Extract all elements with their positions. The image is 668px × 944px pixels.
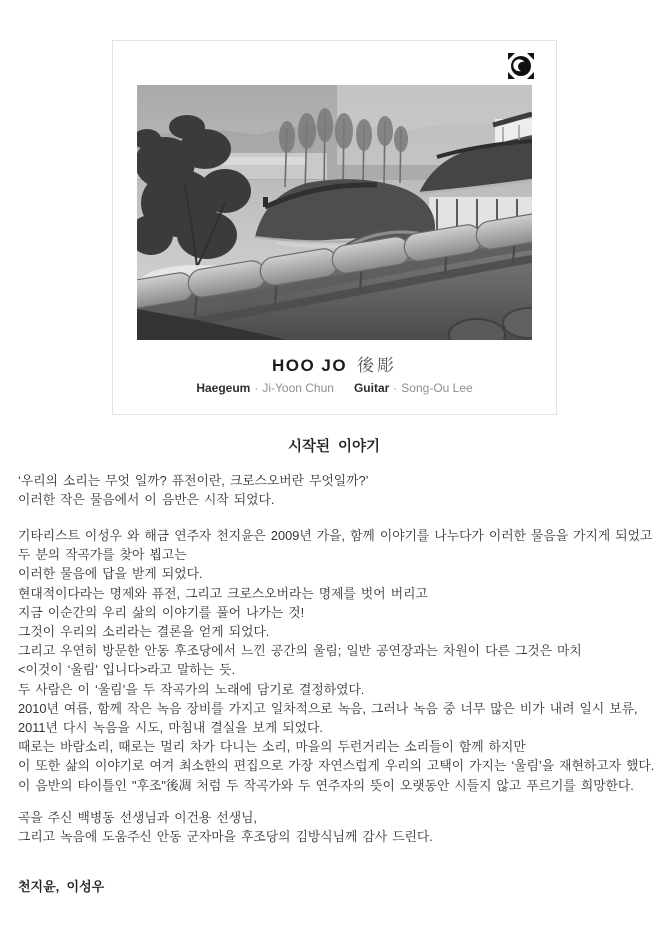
text-line: <이것이 ‘울림’ 입니다>라고 말하는 듯. (18, 662, 235, 678)
text-line: 지금 이순간의 우리 삶의 이야기를 풀어 나가는 것! (18, 604, 305, 620)
album-cover-photo (137, 85, 532, 340)
text-line: ‘우리의 소리는 무엇 일까? 퓨전이란, 크로스오버란 무엇일까?’ (18, 473, 369, 488)
credit-name: Ji-Yoon Chun (262, 381, 334, 395)
credit-haegeum (196, 381, 334, 395)
text-line: 곡을 주신 백병동 선생님과 이건용 선생님, (18, 810, 257, 825)
album-title (113, 351, 556, 376)
credit-separator: · (393, 381, 398, 395)
credit-role: Haegeum (196, 381, 251, 395)
text-line: 그것이 우리의 소리라는 결론을 얻게 되었다. (18, 624, 270, 640)
text-line: 2010년 여름, 함께 작은 녹음 장비를 가지고 일차적으로 녹음, 그러나 녹음 중 너무 많은 비가 내려 일시 보류, (18, 700, 638, 716)
credit-role: Guitar (353, 381, 390, 395)
text-line: 그리고 녹음에 도움주신 안동 군자마을 후조당의 김방식님께 감사 드린다. (18, 829, 433, 845)
text-line: 이러한 물음에 답을 받게 되었다. (18, 566, 203, 582)
text-line: 이러한 작은 물음에서 이 음반은 시작 되었다. (18, 492, 275, 508)
text-line: 그리고 우연히 방문한 안동 후조당에서 느낀 공간의 울림; 일반 공연장과는 차원이 다른 그것은 마치 (18, 643, 582, 659)
album-title-latin: HOO JO (271, 356, 348, 375)
text-line: 현대적이다라는 명제와 퓨전, 그리고 크로스오버라는 명제를 벗어 버리고 (18, 585, 428, 601)
record-label-logo-icon (508, 53, 534, 79)
album-title-hanja: 後彫 (357, 356, 398, 375)
text-line: 두 분의 작곡가를 찾아 뵙고는 (18, 547, 187, 563)
text-line: 이 또한 삶의 이야기로 여겨 최소한의 편집으로 가장 자연스럽게 우리의 고택이 가지는 ‘울림’을 재현하고자 했다. (18, 758, 655, 774)
credit-name: Song-Ou Lee (401, 381, 473, 395)
paragraph-thanks (18, 808, 658, 846)
text-line: 때로는 바람소리, 때로는 멀리 차가 다니는 소리, 마을의 두런거리는 소리들이 함께 하지만 (18, 739, 526, 755)
credit-guitar (354, 381, 473, 395)
text-line: 이 음반의 타이틀인 "후조"後凋 처럼 두 작곡가와 두 연주자의 뜻이 오랫동안 시들지 않고 푸르기를 희망한다. (18, 777, 634, 793)
paragraph-story (18, 526, 658, 795)
section-heading: 시작된 이야기 (287, 439, 381, 455)
text-line: 두 사람은 이 ‘울림’을 두 작곡가의 노래에 담기로 결정하였다. (18, 681, 365, 697)
paragraph-intro (18, 471, 658, 509)
credit-separator: · (254, 381, 259, 395)
text-line: 기타리스트 이성우 와 해금 연주자 천지윤은 2009년 가을, 함께 이야기를 나누다가 이러한 물음을 가지게 되었고 (18, 528, 653, 543)
signature: 천지윤, 이성우 (18, 879, 105, 894)
album-cover-card (112, 40, 557, 415)
album-credits (113, 381, 556, 395)
text-line: 2011년 다시 녹음을 시도, 마침내 결실을 보게 되었다. (18, 720, 323, 736)
